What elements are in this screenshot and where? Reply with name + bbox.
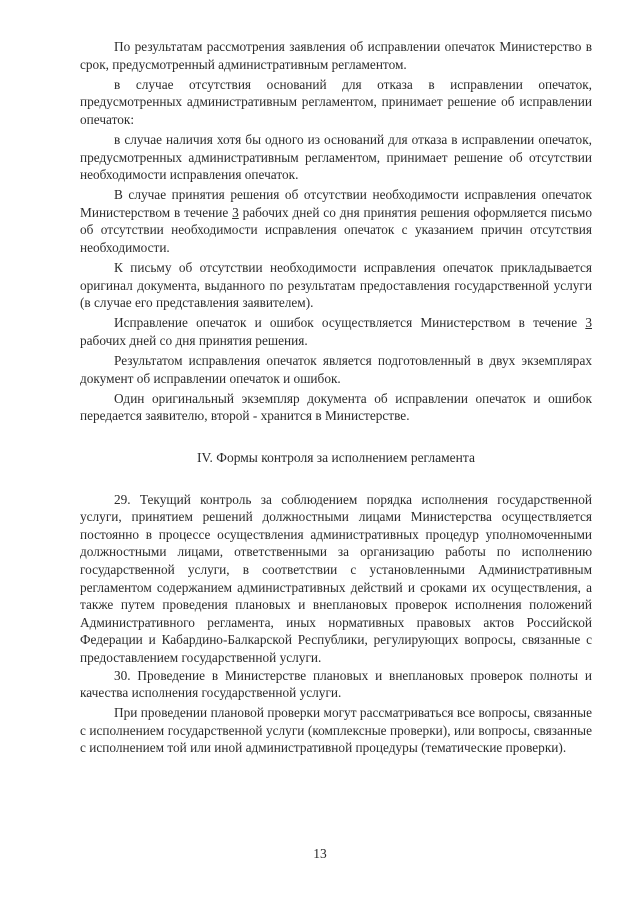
paragraph-letter-attachment: К письму об отсутствии необходимости исправления опечаток прикладывается оригинал документа, выданного по результатам предоставления государственной услуги (в случае его представления заявителем). — [80, 260, 592, 311]
refusal-text-after: рабочих дней со дня принятия решения оформляется письмо об отсутствии необходимости исправления опечаток с указанием причин отсутствия необходимости. — [80, 204, 592, 256]
refusal-days: 3 — [232, 204, 239, 220]
document-page — [80, 38, 592, 759]
paragraph-grounds-present: в случае наличия хотя бы одного из оснований для отказа в исправлении опечаток, предусмотренных административным регламентом, принимает решение об отсутствии необходимости исправления опечаток. — [80, 131, 592, 183]
paragraph-planned-inspection: При проведении плановой проверки могут рассматриваться все вопросы, связанные с исполнением государственной услуги (комплексные проверки), или вопросы, связанные с исполнением той или иной административной процедуры (тематические проверки). — [80, 705, 592, 756]
paragraph-correction-term — [80, 314, 592, 349]
refusal-text-before: В случае принятия решения об отсутствии необходимости исправления опечаток Министерством в течение — [80, 187, 592, 220]
page-number: 13 — [313, 846, 327, 861]
paragraph-29: 29. Текущий контроль за соблюдением порядка исполнения государственной услуги, принятием решений должностными лицами Министерства осуществляется постоянно в процессе осуществления административных процедур уполномоченными должностными лицами, ответственными за организацию работы по исполнению государственной услуги, в соответствии с установленными Административным регламентом содержанием административных действий и сроками их осуществления, а также путем проведения плановых и внеплановых проверок исполнения положений Административного регламента, иных нормативных правовых актов Российской Федерации и Кабардино-Балкарской Республики, регулирующих вопросы, связанные с предоставлением государственной услуги. — [80, 491, 592, 665]
correction-text-after: рабочих дней со дня принятия решения. — [80, 333, 308, 348]
paragraph-no-grounds: в случае отсутствия оснований для отказа в исправлении опечаток, предусмотренных административным регламентом, принимает решение об исправлении опечаток: — [80, 76, 592, 127]
paragraph-correction-result: Результатом исправления опечаток является подготовленный в двух экземплярах документ об исправлении опечаток и ошибок. — [80, 353, 592, 386]
paragraph-refusal-letter — [80, 186, 592, 256]
paragraph-original-copy: Один оригинальный экземпляр документа об исправлении опечаток и ошибок передается заявителю, второй - хранится в Министерстве. — [80, 390, 592, 424]
correction-days: 3 — [585, 315, 592, 331]
section-heading: IV. Формы контроля за исполнением регламента — [197, 449, 475, 465]
paragraph-review-result: По результатам рассмотрения заявления об исправлении опечаток Министерство в срок, предусмотренный административным регламентом. — [80, 39, 592, 72]
correction-text-before: Исправление опечаток и ошибок осуществляется Министерством в течение — [114, 315, 586, 331]
paragraph-30: 30. Проведение в Министерстве плановых и внеплановых проверок полноты и качества исполнения государственной услуги. — [80, 667, 592, 701]
